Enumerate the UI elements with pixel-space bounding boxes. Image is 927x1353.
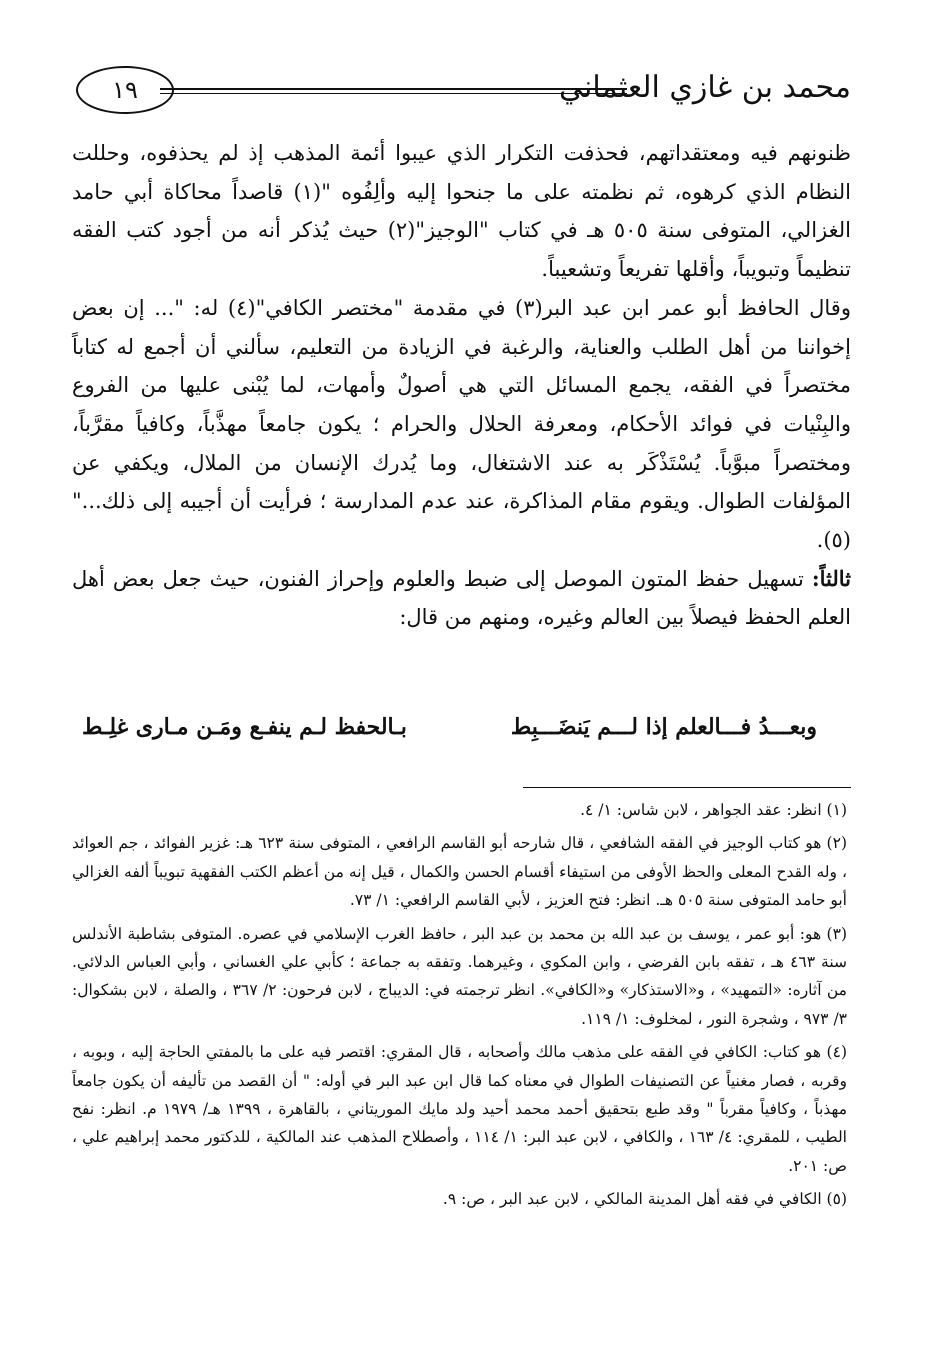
footnote: (١) انظر: عقد الجواهر ، لابن شاس: ١/ ٤. xyxy=(580,801,847,819)
paragraph-lead: ثالثاً: xyxy=(811,565,851,591)
page-number: ١٩ xyxy=(76,66,174,114)
running-head-author: محمد بن غازي العثماني xyxy=(559,70,851,105)
header-rule xyxy=(160,88,627,94)
paragraph xyxy=(72,560,851,637)
poetry-verse xyxy=(82,708,817,746)
main-text xyxy=(72,134,851,637)
paragraph-text: تسهيل حفظ المتون الموصل إلى ضبط والعلوم وإحراز الفنون، حيث جعل بعض أهل العلم الحفظ فيصلاً بين العالم وغيره، ومنهم من قال: xyxy=(72,566,851,630)
footnote: (٤) هو كتاب: الكافي في الفقه على مذهب مالك وأصحابه ، قال المقري: اقتصر فيه على ما بالمفتي الحاجة إليه ، وبوبه ، وقربه ، فصار مغنياً عن التصنيفات الطوال في معناه كما قال ابن عبد البر في أوله: " أن القصد من تأليفه أن يكون جامعاً مهذباً ، وكافياً مقرباً " وقد طبع بتحقيق أحمد محمد أحيد ولد مايك الموريتاني ، بالقاهرة ، ١٣٩٩ هـ/ ١٩٧٩ م. انظر: نفح الطيب ، للمقري: ٤/ ١٦٣ ، والكافي ، لابن عبد البر: ١/ ١١٤ ، وأصطلاح المذهب عند المالكية ، للدكتور محمد إبراهيم علي ، ص: ٢٠١. xyxy=(72,1043,847,1175)
footnote: (٣) هو: أبو عمر ، يوسف بن عبد الله بن محمد بن عبد البر ، حافظ الغرب الإسلامي في عصره. المتوفى بشاطبة الأندلس سنة ٤٦٣ هـ ، تفقه بابن الفرضي ، وابن المكوي ، وغيرهما. وتفقه به جماعة ؛ كأبي علي الغساني ، وأبي العباس الدلائي. من آثاره: «التمهيد» ، و«الاستذكار» و«الكافي». انظر ترجمته في: الديباج ، لابن فرحون: ٢/ ٣٦٧ ، والصلة ، لابن بشكوال: ٣/ ٩٧٣ ، وشجرة النور ، لمخلوف: ١/ ١١٩. xyxy=(72,924,847,1028)
footnote: (٢) هو كتاب الوجيز في الفقه الشافعي ، قال شارحه أبو القاسم الرافعي ، المتوفى سنة ٦٢٣ هـ: غزير الفوائد ، جم العوائد ، وله القدح المعلى والحظ الأوفى من استيفاء أقسام الحسن والكمال ، قيل إنه من أعظم الكتب الفقهية تبويباً ألفه الغزالي أبو حامد المتوفى سنة ٥٠٥ هـ. انظر: فتح العزيز ، لأبي القاسم الرافعي: ١/ ٧٣. xyxy=(72,834,847,910)
footnote-separator xyxy=(523,787,851,788)
paragraph: وقال الحافظ أبو عمر ابن عبد البر(٣) في مقدمة "مختصر الكافي"(٤) له: "... إن بعض إخواننا من أهل الطلب والعناية، والرغبة في الزيادة من التعليم، سألني أن أجمع له كتاباً مختصراً في الفقه، يجمع المسائل التي هي أصولٌ وأمهات، لما يُبْنى عليها من الفروع والبِنْيات في فوائد الأحكام، ومعرفة الحلال والحرام ؛ يكون جامعاً مهذَّباً، وكافياً مقرَّباً، ومختصراً مبوَّباً. يُسْتَذْكَر به عند الاشتغال، وما يُدرك الإنسان من الملال، ويكفي عن المؤلفات الطوال. ويقوم مقام المذاكرة، عند عدم المدارسة ؛ فرأيت أن أجيبه إلى ذلك..."(٥). xyxy=(72,295,851,553)
paragraph: ظنونهم فيه ومعتقداتهم، فحذفت التكرار الذي عيبوا أئمة المذهب إذ لم يحذفوه، وحللت النظام الذي كرهوه، ثم نظمته على ما جنحوا إليه وألِفُوه "(١) قاصداً محاكاة أبي حامد الغزالي، المتوفى سنة ٥٠٥ هـ في كتاب "الوجيز"(٢) حيث يُذكر أنه من أجود كتب الفقه تنظيماً وتبويباً، وأقلها تفريعاً وتشعيباً. xyxy=(72,141,851,282)
footnote: (٥) الكافي في فقه أهل المدينة المالكي ، لابن عبد البر ، ص: ٩. xyxy=(442,1190,847,1209)
footnotes xyxy=(72,796,847,1219)
verse-first-hemistich: وبعـــدُ فـــالعلم إذا لـــم يَنضَـــبِط xyxy=(510,714,817,740)
verse-second-hemistich: بـالحفظ لـم ينفـع ومَـن مـارى غلِـط xyxy=(82,714,407,740)
